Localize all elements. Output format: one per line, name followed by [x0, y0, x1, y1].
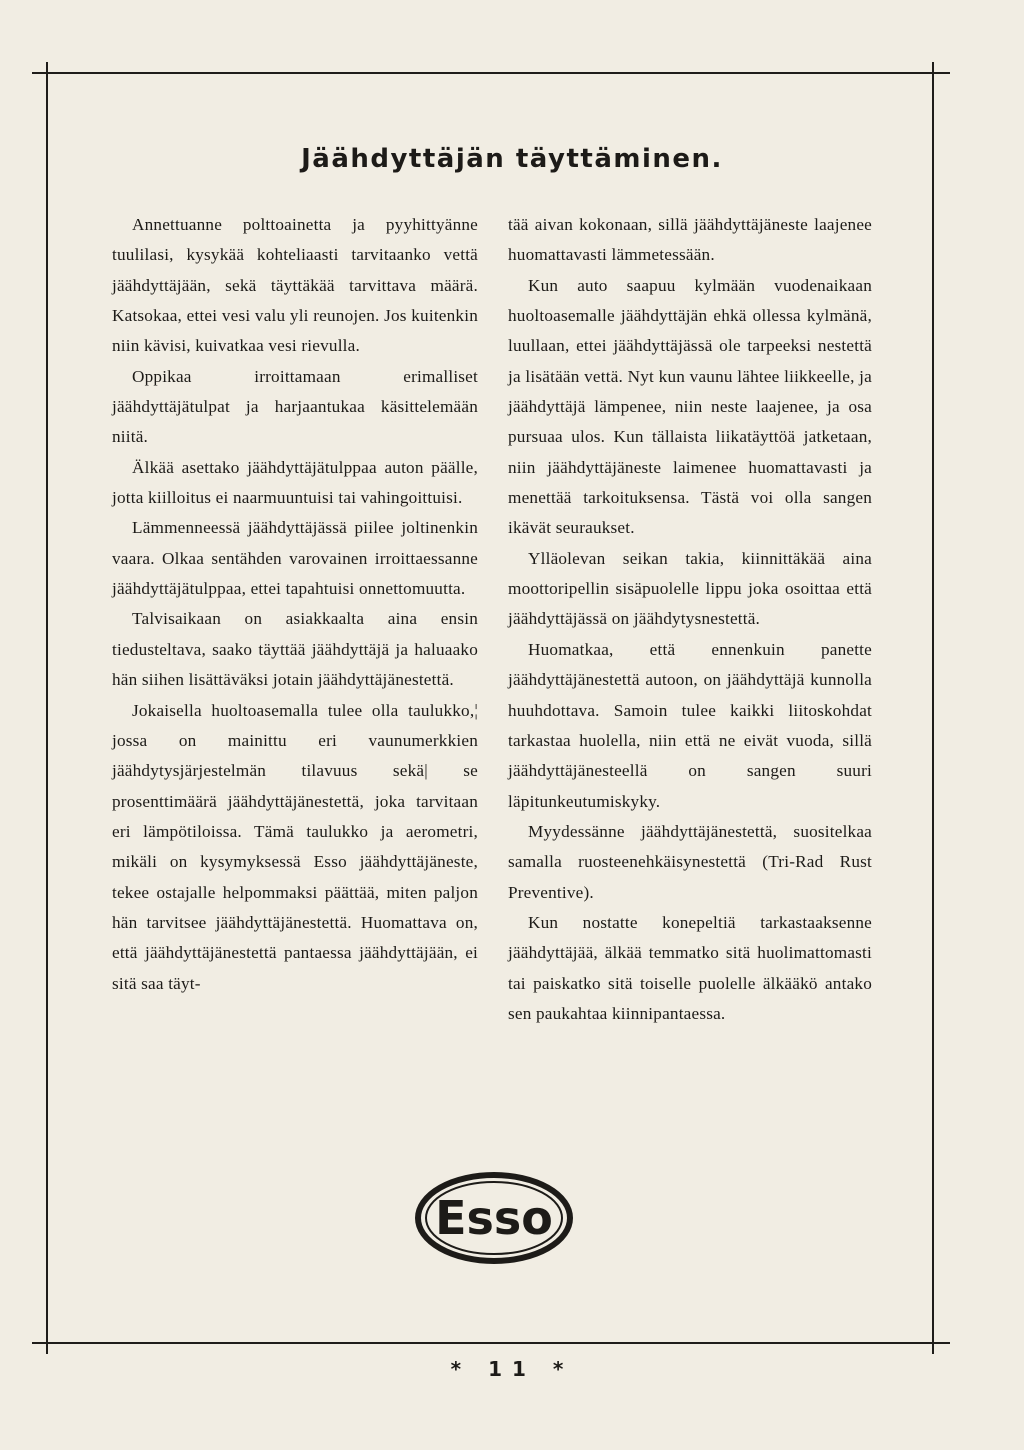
page-number: * 11 *	[450, 1357, 574, 1381]
esso-logo-text: Esso	[435, 1191, 553, 1245]
left-column	[112, 210, 478, 999]
top-rule-tick-left	[46, 62, 48, 72]
paragraph: Ylläolevan seikan takia, kiinnittäkää aina moottoripellin sisäpuolelle lippu joka osoittaa että jäähdyttäjässä on jäähdytysnestettä.	[508, 548, 872, 629]
bottom-rule	[32, 1342, 950, 1344]
page-title: Jäähdyttäjän täyttäminen.	[301, 144, 723, 174]
paragraph: Oppikaa irroittamaan erimalliset jäähdyttäjätulpat ja harjaantukaa käsittelemään niitä.	[112, 366, 478, 447]
paragraph: Annettuanne polttoainetta ja pyyhittyänne tuulilasi, kysykää kohteliaasti tarvitaanko vettä jäähdyttäjään, sekä täyttäkää tarvittava määrä. Katsokaa, ettei vesi valu yli reunojen. Jos kuitenkin niin kävisi, kuivatkaa vesi rievulla.	[112, 215, 478, 356]
paragraph: Älkää asettako jäähdyttäjätulppaa auton päälle, jotta kiilloitus ei naarmuuntuisi tai vahingoittuisi.	[112, 457, 478, 508]
top-rule	[32, 72, 950, 74]
paragraph: Huomatkaa, että ennenkuin panette jäähdyttäjänestettä autoon, on jäähdyttäjä kunnolla huuhdottava. Samoin tulee kaikki liitoskohdat tarkastaa huolella, niin että ne eivät vuoda, sillä jäähdyttäjänesteellä on sangen suuri läpitunkeutumiskyky.	[508, 639, 872, 811]
top-rule-tick-right	[932, 62, 934, 72]
paragraph: Kun auto saapuu kylmään vuodenaikaan huoltoasemalle jäähdyttäjän ehkä ollessa kylmänä, luullaan, ettei jäähdyttäjässä ole tarpeeksi nestettä ja lisätään vettä. Nyt kun vaunu lähtee liikkeelle, ja jäähdyttäjä lämpenee, niin neste laajenee, ja osa pursuaa ulos. Kun tällaista liikatäyttöä jatketaan, niin jäähdyttäjäneste laimenee huomattavasti ja menettää tarkoituksensa. Tästä voi olla sangen ikävät seuraukset.	[508, 275, 872, 538]
paragraph: Jokaisella huoltoasemalla tulee olla taulukko,¦ jossa on mainittu eri vaunumerkkien jäähdytysjärjestelmän tilavuus sekä| se prosenttimäärä jäähdyttäjänestettä, joka tarvitaan eri lämpötiloissa. Tämä taulukko ja aerometri, mikäli on kysymyksessä Esso jäähdyttäjäneste, tekee ostajalle helpommaksi päättää, miten paljon hän tarvitsee jäähdyttäjänestettä. Huomattava on, että jäähdyttäjänestettä pantaessa jäähdyttäjään, ei sitä saa täyt-	[112, 700, 478, 993]
right-column	[508, 210, 872, 1029]
paragraph: Talvisaikaan on asiakkaalta aina ensin tiedusteltava, saako täyttää jäähdyttäjä ja haluaako hän siihen lisättäväksi jotain jäähdyttäjänestettä.	[112, 609, 478, 690]
frame-right-line	[932, 72, 934, 1342]
paragraph: tää aivan kokonaan, sillä jäähdyttäjäneste laajenee huomattavasti lämmetessään.	[508, 215, 872, 265]
bottom-rule-tick-left	[46, 1344, 48, 1354]
paragraph: Lämmenneessä jäähdyttäjässä piilee joltinenkin vaara. Olkaa sentähden varovainen irroittaessanne jäähdyttäjätulppaa, ettei tapahtuisi onnettomuutta.	[112, 518, 478, 599]
paragraph: Kun nostatte konepeltiä tarkastaaksenne jäähdyttäjää, älkää temmatko sitä huolimattomasti tai paiskatko sitä toiselle puolelle älkääkö antako sen paukahtaa kiinnipantaessa.	[508, 912, 872, 1023]
esso-logo	[414, 1170, 574, 1266]
frame-left-line	[46, 72, 48, 1342]
bottom-rule-tick-right	[932, 1344, 934, 1354]
paragraph: Myydessänne jäähdyttäjänestettä, suositelkaa samalla ruosteenehkäisynestettä (Tri-Rad Rust Preventive).	[508, 821, 872, 902]
